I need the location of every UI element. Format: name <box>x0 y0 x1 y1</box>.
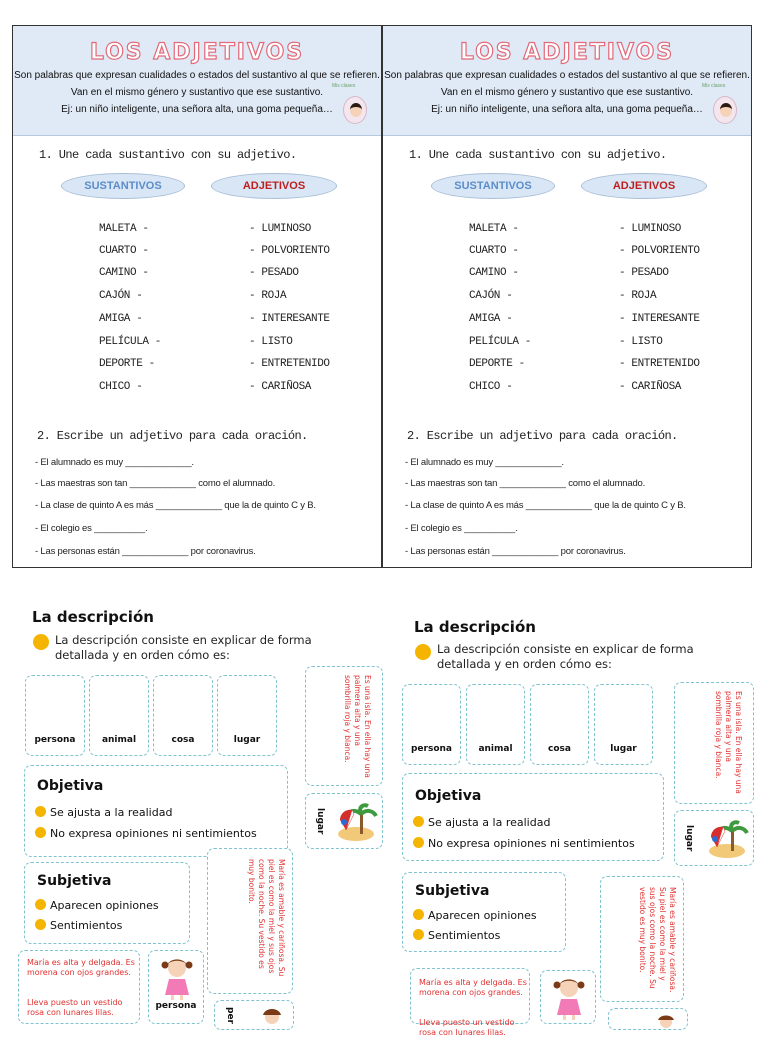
worksheet-title: LOS ADJETIVOS <box>89 40 305 65</box>
persona-image-card <box>540 970 596 1024</box>
person-head-icon <box>653 1012 679 1028</box>
example-line: Ej: un niño inteligente, una señora alta, una goma pequeña… <box>61 104 333 115</box>
isla-description-card <box>305 666 383 786</box>
island-icon <box>705 817 749 861</box>
card-lugar <box>594 684 653 765</box>
objetiva-box <box>24 765 288 857</box>
adjetivo-item: - LUMINOSO <box>249 223 312 235</box>
definition-line-1: Son palabras que expresan cualidades o estados del sustantivo al que se refieren. <box>384 70 750 81</box>
sustantivo-item: CUARTO - <box>99 245 149 257</box>
sustantivo-item: AMIGA - <box>469 313 513 325</box>
card-animal <box>466 684 525 765</box>
objetiva-item: No expresa opiniones ni sentimientos <box>413 837 635 850</box>
card-label: persona <box>34 735 76 745</box>
descripcion-title: La descripción <box>32 608 154 626</box>
maria-subjective-text: María es amable y cariñosa. Su piel es como la miel y sus ojos como la noche. Su vestido es muy bonito. <box>638 887 677 993</box>
adjetivo-item: - POLVORIENTO <box>619 245 700 257</box>
maria-subjective-card <box>600 876 684 1002</box>
objetiva-box <box>402 773 664 861</box>
bullet-dot-icon <box>35 919 46 930</box>
adjetivo-item: - POLVORIENTO <box>249 245 330 257</box>
card-persona <box>402 684 461 765</box>
adjetivo-item: - ENTRETENIDO <box>249 358 330 370</box>
worksheet-header <box>383 26 751 136</box>
subjetiva-item: Aparecen opiniones <box>35 899 159 912</box>
teacher-avatar-icon <box>332 83 367 124</box>
descripcion-title: La descripción <box>414 618 536 636</box>
maria-objective-text-2: Lleva puesto un vestido rosa con lunares lilas. <box>27 998 123 1017</box>
card-label: animal <box>478 744 513 754</box>
sentence-item: - Las personas están _____________ por coronavirus. <box>405 546 626 557</box>
definition-line-2: Van en el mismo género y sustantivo que ese sustantivo. <box>70 87 324 98</box>
card-label: cosa <box>548 744 571 754</box>
adjetivo-item: - INTERESANTE <box>619 313 700 325</box>
maria-objective-text-1: María es alta y delgada. Es morena con ojos grandes. <box>27 958 135 977</box>
sentence-item: - El colegio es __________. <box>35 523 148 534</box>
adjetivo-item: - PESADO <box>619 267 669 279</box>
adjetivo-item: - ROJA <box>619 290 657 302</box>
subjetiva-box <box>24 862 190 944</box>
objetiva-item: Se ajusta a la realidad <box>413 816 550 829</box>
maria-subjective-card <box>207 848 293 994</box>
sentence-item: - Las maestras son tan _____________ como el alumnado. <box>405 478 646 489</box>
sentence-item: - Las maestras son tan _____________ como el alumnado. <box>35 478 276 489</box>
exercise-1-prompt: 1. Une cada sustantivo con su adjetivo. <box>39 148 297 162</box>
subjetiva-title: Subjetiva <box>415 883 490 899</box>
worksheet-left <box>12 25 382 568</box>
sustantivo-item: DEPORTE - <box>469 358 525 370</box>
exercise-2-prompt: 2. Escribe un adjetivo para cada oración. <box>407 429 678 443</box>
definition-line-2: Van en el mismo género y sustantivo que ese sustantivo. <box>440 87 694 98</box>
card-label: lugar <box>233 735 261 745</box>
bullet-dot-icon <box>35 806 46 817</box>
bullet-dot-icon <box>413 929 424 940</box>
maria-objective-card <box>410 968 530 1037</box>
exercise-1-prompt: 1. Une cada sustantivo con su adjetivo. <box>409 148 667 162</box>
lugar-image-card <box>305 793 383 849</box>
sentence-item: - El alumnado es muy _____________. <box>405 457 564 468</box>
intro-line-1: La descripción consiste en explicar de forma <box>55 633 312 647</box>
card-persona <box>25 675 85 756</box>
adjetivo-item: - CARIÑOSA <box>249 381 312 393</box>
bullet-dot-icon <box>35 827 46 838</box>
isla-text: Es una isla. En ella hay una palmera alta y una sombrilla roja y blanca. <box>343 675 372 778</box>
sustantivo-item: PELÍCULA - <box>469 336 532 348</box>
adjetivo-item: - LISTO <box>619 336 663 348</box>
teacher-avatar-icon <box>702 83 737 124</box>
adjetivo-item: - LUMINOSO <box>619 223 682 235</box>
example-line: Ej: un niño inteligente, una señora alta, una goma pequeña… <box>431 104 703 115</box>
sustantivo-item: MALETA - <box>99 223 149 235</box>
descripcion-panel-right <box>384 590 768 1037</box>
exercise-2-prompt: 2. Escribe un adjetivo para cada oración. <box>37 429 308 443</box>
bullet-dot-icon <box>413 837 424 848</box>
descripcion-panel-left <box>0 590 384 1024</box>
adjetivo-item: - ENTRETENIDO <box>619 358 700 370</box>
bullet-dot-icon <box>413 816 424 827</box>
badge-label: Mis clases <box>332 83 356 89</box>
subjetiva-title: Subjetiva <box>37 873 112 889</box>
persona-cut-card <box>214 1000 294 1030</box>
sentence-item: - El alumnado es muy _____________. <box>35 457 194 468</box>
card-label: cosa <box>171 735 195 745</box>
intro-line-2: detallada y en orden cómo es: <box>437 657 612 671</box>
card-lugar <box>217 675 277 756</box>
sustantivo-item: DEPORTE - <box>99 358 155 370</box>
girl-icon <box>551 975 587 1021</box>
lugar-image-card <box>674 810 754 866</box>
objetiva-item: Se ajusta a la realidad <box>35 806 172 819</box>
persona-cut-label: per <box>225 1007 235 1024</box>
adjetivo-item: - ROJA <box>249 290 287 302</box>
maria-objective-text-2: Lleva puesto un vestido rosa con lunares lilas. <box>419 1018 515 1037</box>
sustantivo-item: CHICO - <box>99 381 143 393</box>
lugar-label: lugar <box>315 808 325 835</box>
card-label: persona <box>410 744 452 754</box>
isla-text: Es una isla. En ella hay una palmera alta y una sombrilla roja y blanca. <box>714 691 743 794</box>
maria-objective-text-1: María es alta y delgada. Es morena con ojos grandes. <box>419 978 527 997</box>
lugar-label: lugar <box>684 825 694 852</box>
person-head-icon <box>259 1005 285 1025</box>
subjetiva-item: Sentimientos <box>413 929 500 942</box>
bullet-dot-icon <box>33 634 49 650</box>
subjetiva-box <box>402 872 566 952</box>
card-label: animal <box>101 735 137 745</box>
persona-cut-card <box>608 1008 688 1030</box>
sustantivo-item: MALETA - <box>469 223 519 235</box>
adjetivo-item: - LISTO <box>249 336 293 348</box>
sustantivo-item: CUARTO - <box>469 245 519 257</box>
definition-line-1: Son palabras que expresan cualidades o estados del sustantivo al que se refieren. <box>14 70 380 81</box>
worksheet-right <box>382 25 752 568</box>
adjetivo-item: - PESADO <box>249 267 299 279</box>
objetiva-title: Objetiva <box>37 778 104 794</box>
subjetiva-item: Sentimientos <box>35 919 122 932</box>
objetiva-item: No expresa opiniones ni sentimientos <box>35 827 257 840</box>
persona-label: persona <box>155 1001 197 1011</box>
intro-line-1: La descripción consiste en explicar de forma <box>437 642 694 656</box>
worksheet-header <box>13 26 381 136</box>
sentence-item: - Las personas están _____________ por coronavirus. <box>35 546 256 557</box>
intro-line-2: detallada y en orden cómo es: <box>55 648 230 662</box>
sustantivo-item: CAMINO - <box>99 267 149 279</box>
girl-icon <box>159 955 195 1001</box>
maria-subjective-text: María es amable y cariñosa. Su piel es como la miel y sus ojos como la noche. Su vestido es muy bonito. <box>247 859 286 977</box>
adjetivos-cloud: ADJETIVOS <box>581 173 707 199</box>
adjetivos-cloud: ADJETIVOS <box>211 173 337 199</box>
worksheet-title: LOS ADJETIVOS <box>459 40 675 65</box>
objetiva-title: Objetiva <box>415 788 482 804</box>
sustantivo-item: PELÍCULA - <box>99 336 162 348</box>
sentence-item: - El colegio es __________. <box>405 523 518 534</box>
sustantivo-item: CHICO - <box>469 381 513 393</box>
adjetivo-item: - CARIÑOSA <box>619 381 682 393</box>
isla-description-card <box>674 682 754 804</box>
sentence-item: - La clase de quinto A es más _____________ que la de quinto C y B. <box>35 500 316 511</box>
maria-objective-card <box>18 950 140 1024</box>
sustantivo-item: CAMINO - <box>469 267 519 279</box>
adjetivo-item: - INTERESANTE <box>249 313 330 325</box>
bullet-dot-icon <box>413 909 424 920</box>
sustantivo-item: CAJÓN - <box>469 290 513 302</box>
bullet-dot-icon <box>415 644 431 660</box>
card-cosa <box>153 675 213 756</box>
sentence-item: - La clase de quinto A es más _____________ que la de quinto C y B. <box>405 500 686 511</box>
sustantivos-cloud: SUSTANTIVOS <box>431 173 555 199</box>
sustantivo-item: CAJÓN - <box>99 290 143 302</box>
badge-label: Mis clases <box>702 83 726 89</box>
card-cosa <box>530 684 589 765</box>
subjetiva-item: Aparecen opiniones <box>413 909 537 922</box>
card-label: lugar <box>610 744 637 754</box>
bullet-dot-icon <box>35 899 46 910</box>
card-animal <box>89 675 149 756</box>
sustantivo-item: AMIGA - <box>99 313 143 325</box>
persona-image-card <box>148 950 204 1024</box>
island-icon <box>334 800 378 844</box>
sustantivos-cloud: SUSTANTIVOS <box>61 173 185 199</box>
